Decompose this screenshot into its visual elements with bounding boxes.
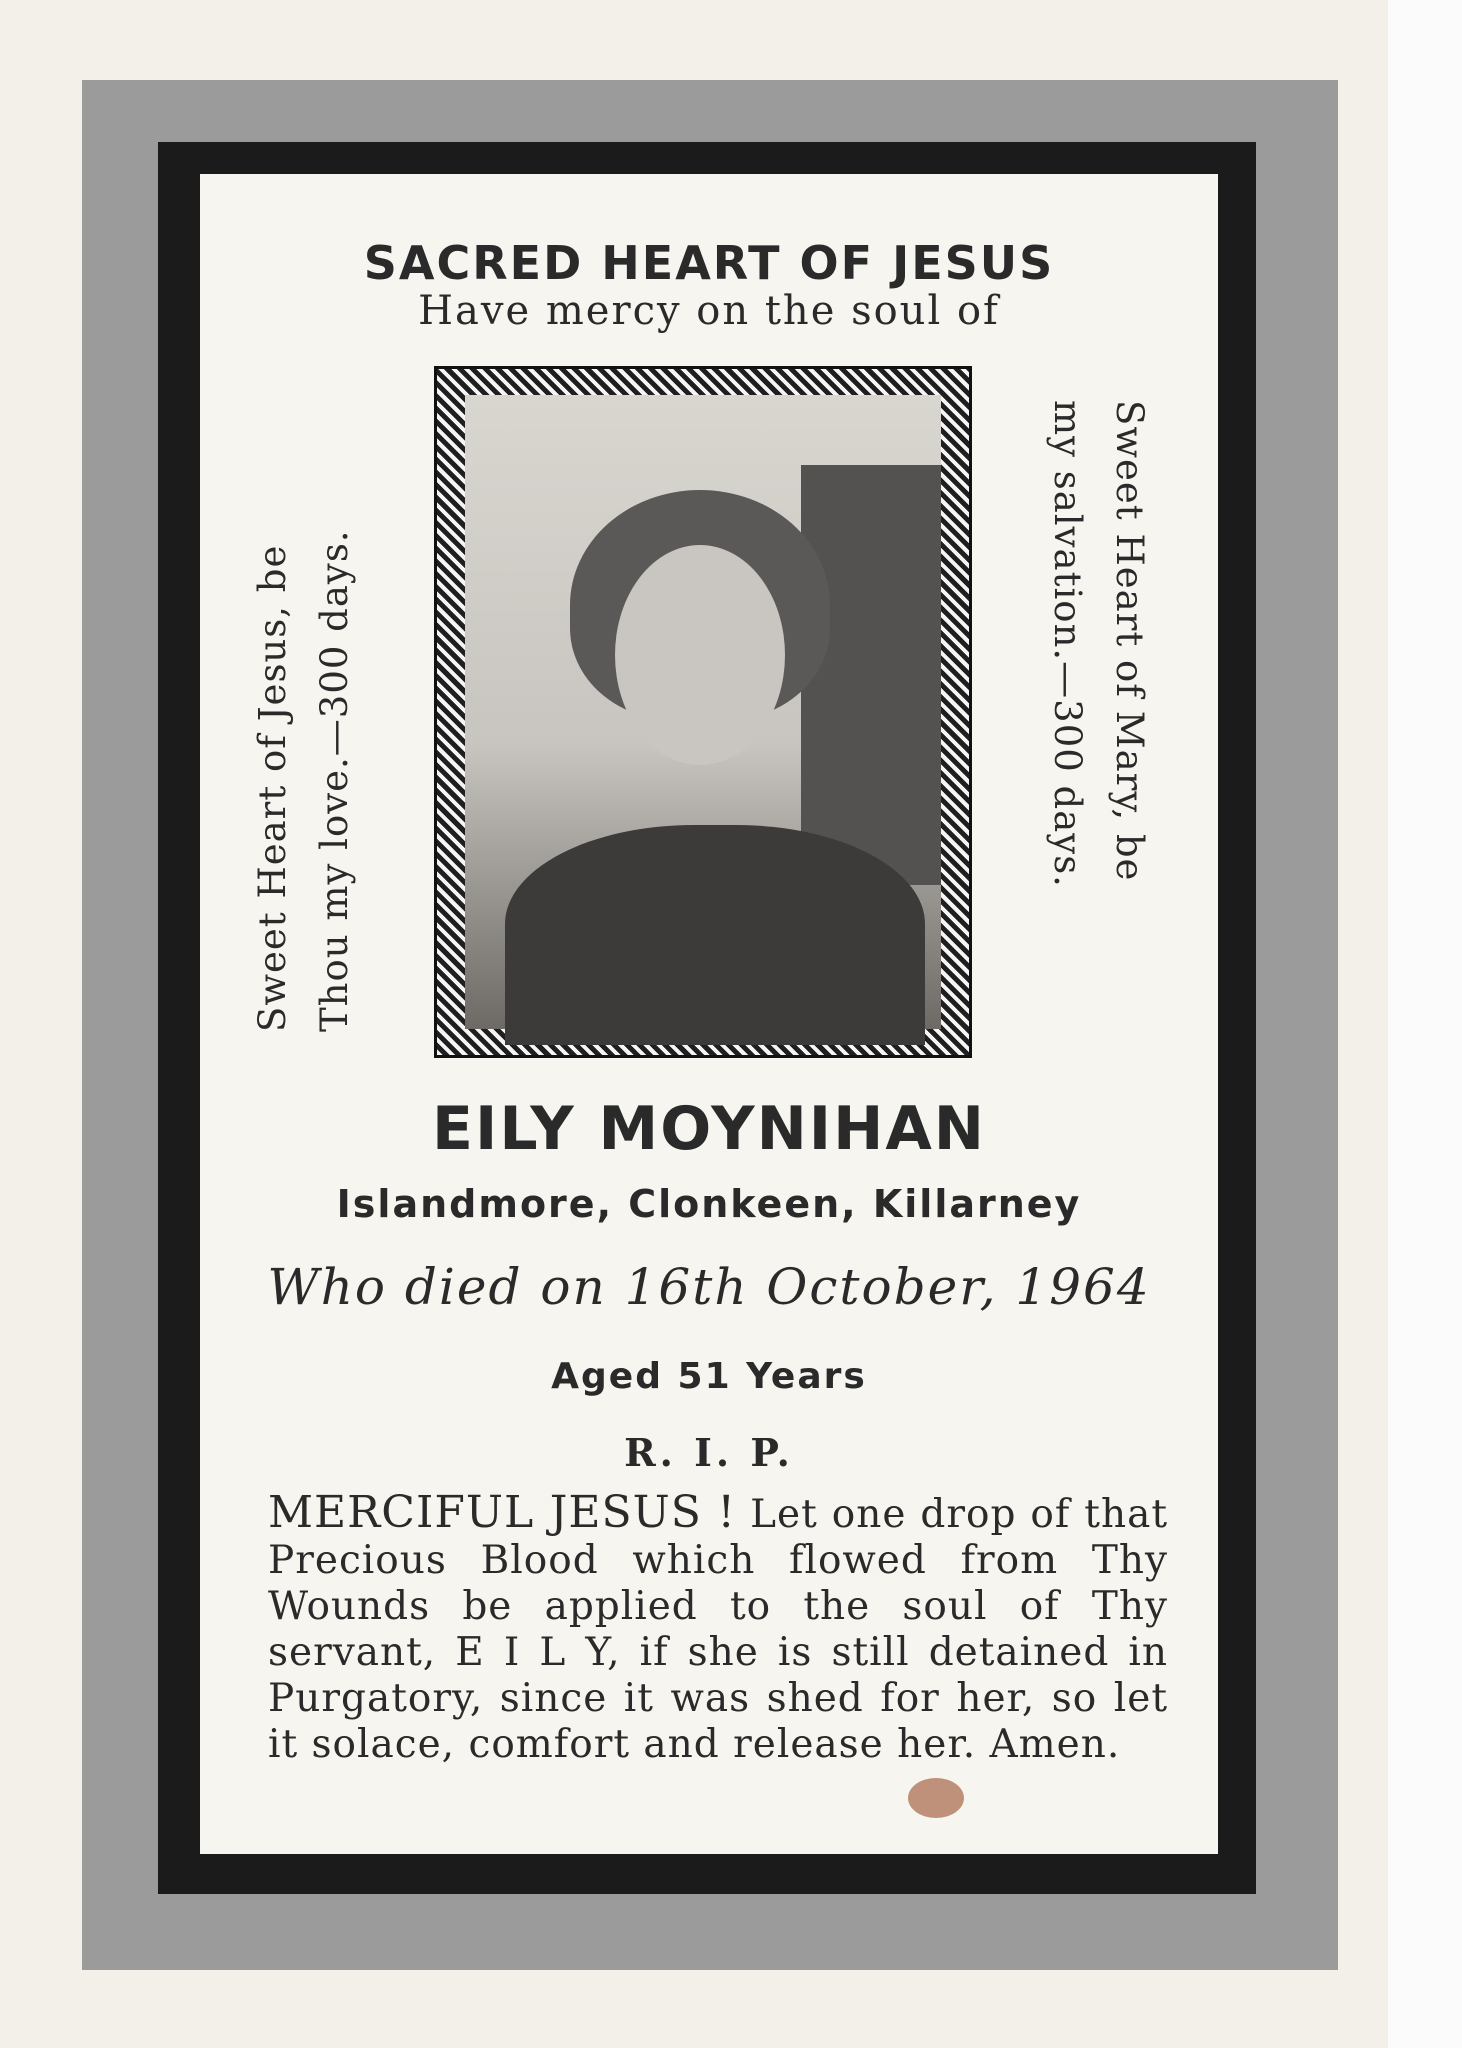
deceased-name: EILY MOYNIHAN xyxy=(432,1094,986,1164)
prayer-text xyxy=(268,1487,1168,1768)
right-invocation-line2: my salvation.—300 days. xyxy=(1046,400,1089,888)
deceased-address: Islandmore, Clonkeen, Killarney xyxy=(336,1182,1082,1226)
right-invocation-line1: Sweet Heart of Mary, be xyxy=(1108,400,1151,882)
left-invocation xyxy=(242,529,366,1032)
right-invocation xyxy=(1036,400,1160,888)
left-invocation-line1: Sweet Heart of Jesus, be xyxy=(251,544,294,1032)
card-subheading: Have mercy on the soul of xyxy=(418,288,1000,334)
scan-edge xyxy=(1388,0,1462,2048)
age-line: Aged 51 Years xyxy=(551,1356,867,1397)
card-inner-panel xyxy=(200,174,1218,1854)
photo-frame xyxy=(434,366,972,1058)
portrait-photo xyxy=(465,395,941,1029)
paper-stain xyxy=(908,1778,964,1818)
prayer-body: Let one drop of that Precious Blood which flowed from Thy Wounds be applied to the soul of Thy servant, E I L Y, if she is still detained in Purgatory, since it was shed for her, so let it solace, comfort and release her. Amen. xyxy=(268,1492,1168,1767)
death-date: Who died on 16th October, 1964 xyxy=(267,1258,1151,1316)
rip-line: R. I. P. xyxy=(624,1430,794,1475)
photo-face xyxy=(615,545,785,765)
photo-background-shadow xyxy=(801,465,941,885)
prayer-opening: MERCIFUL JESUS ! xyxy=(268,1487,737,1538)
card-heading: SACRED HEART OF JESUS xyxy=(363,236,1055,290)
photo-body xyxy=(505,825,925,1045)
left-invocation-line2: Thou my love.—300 days. xyxy=(313,529,356,1032)
